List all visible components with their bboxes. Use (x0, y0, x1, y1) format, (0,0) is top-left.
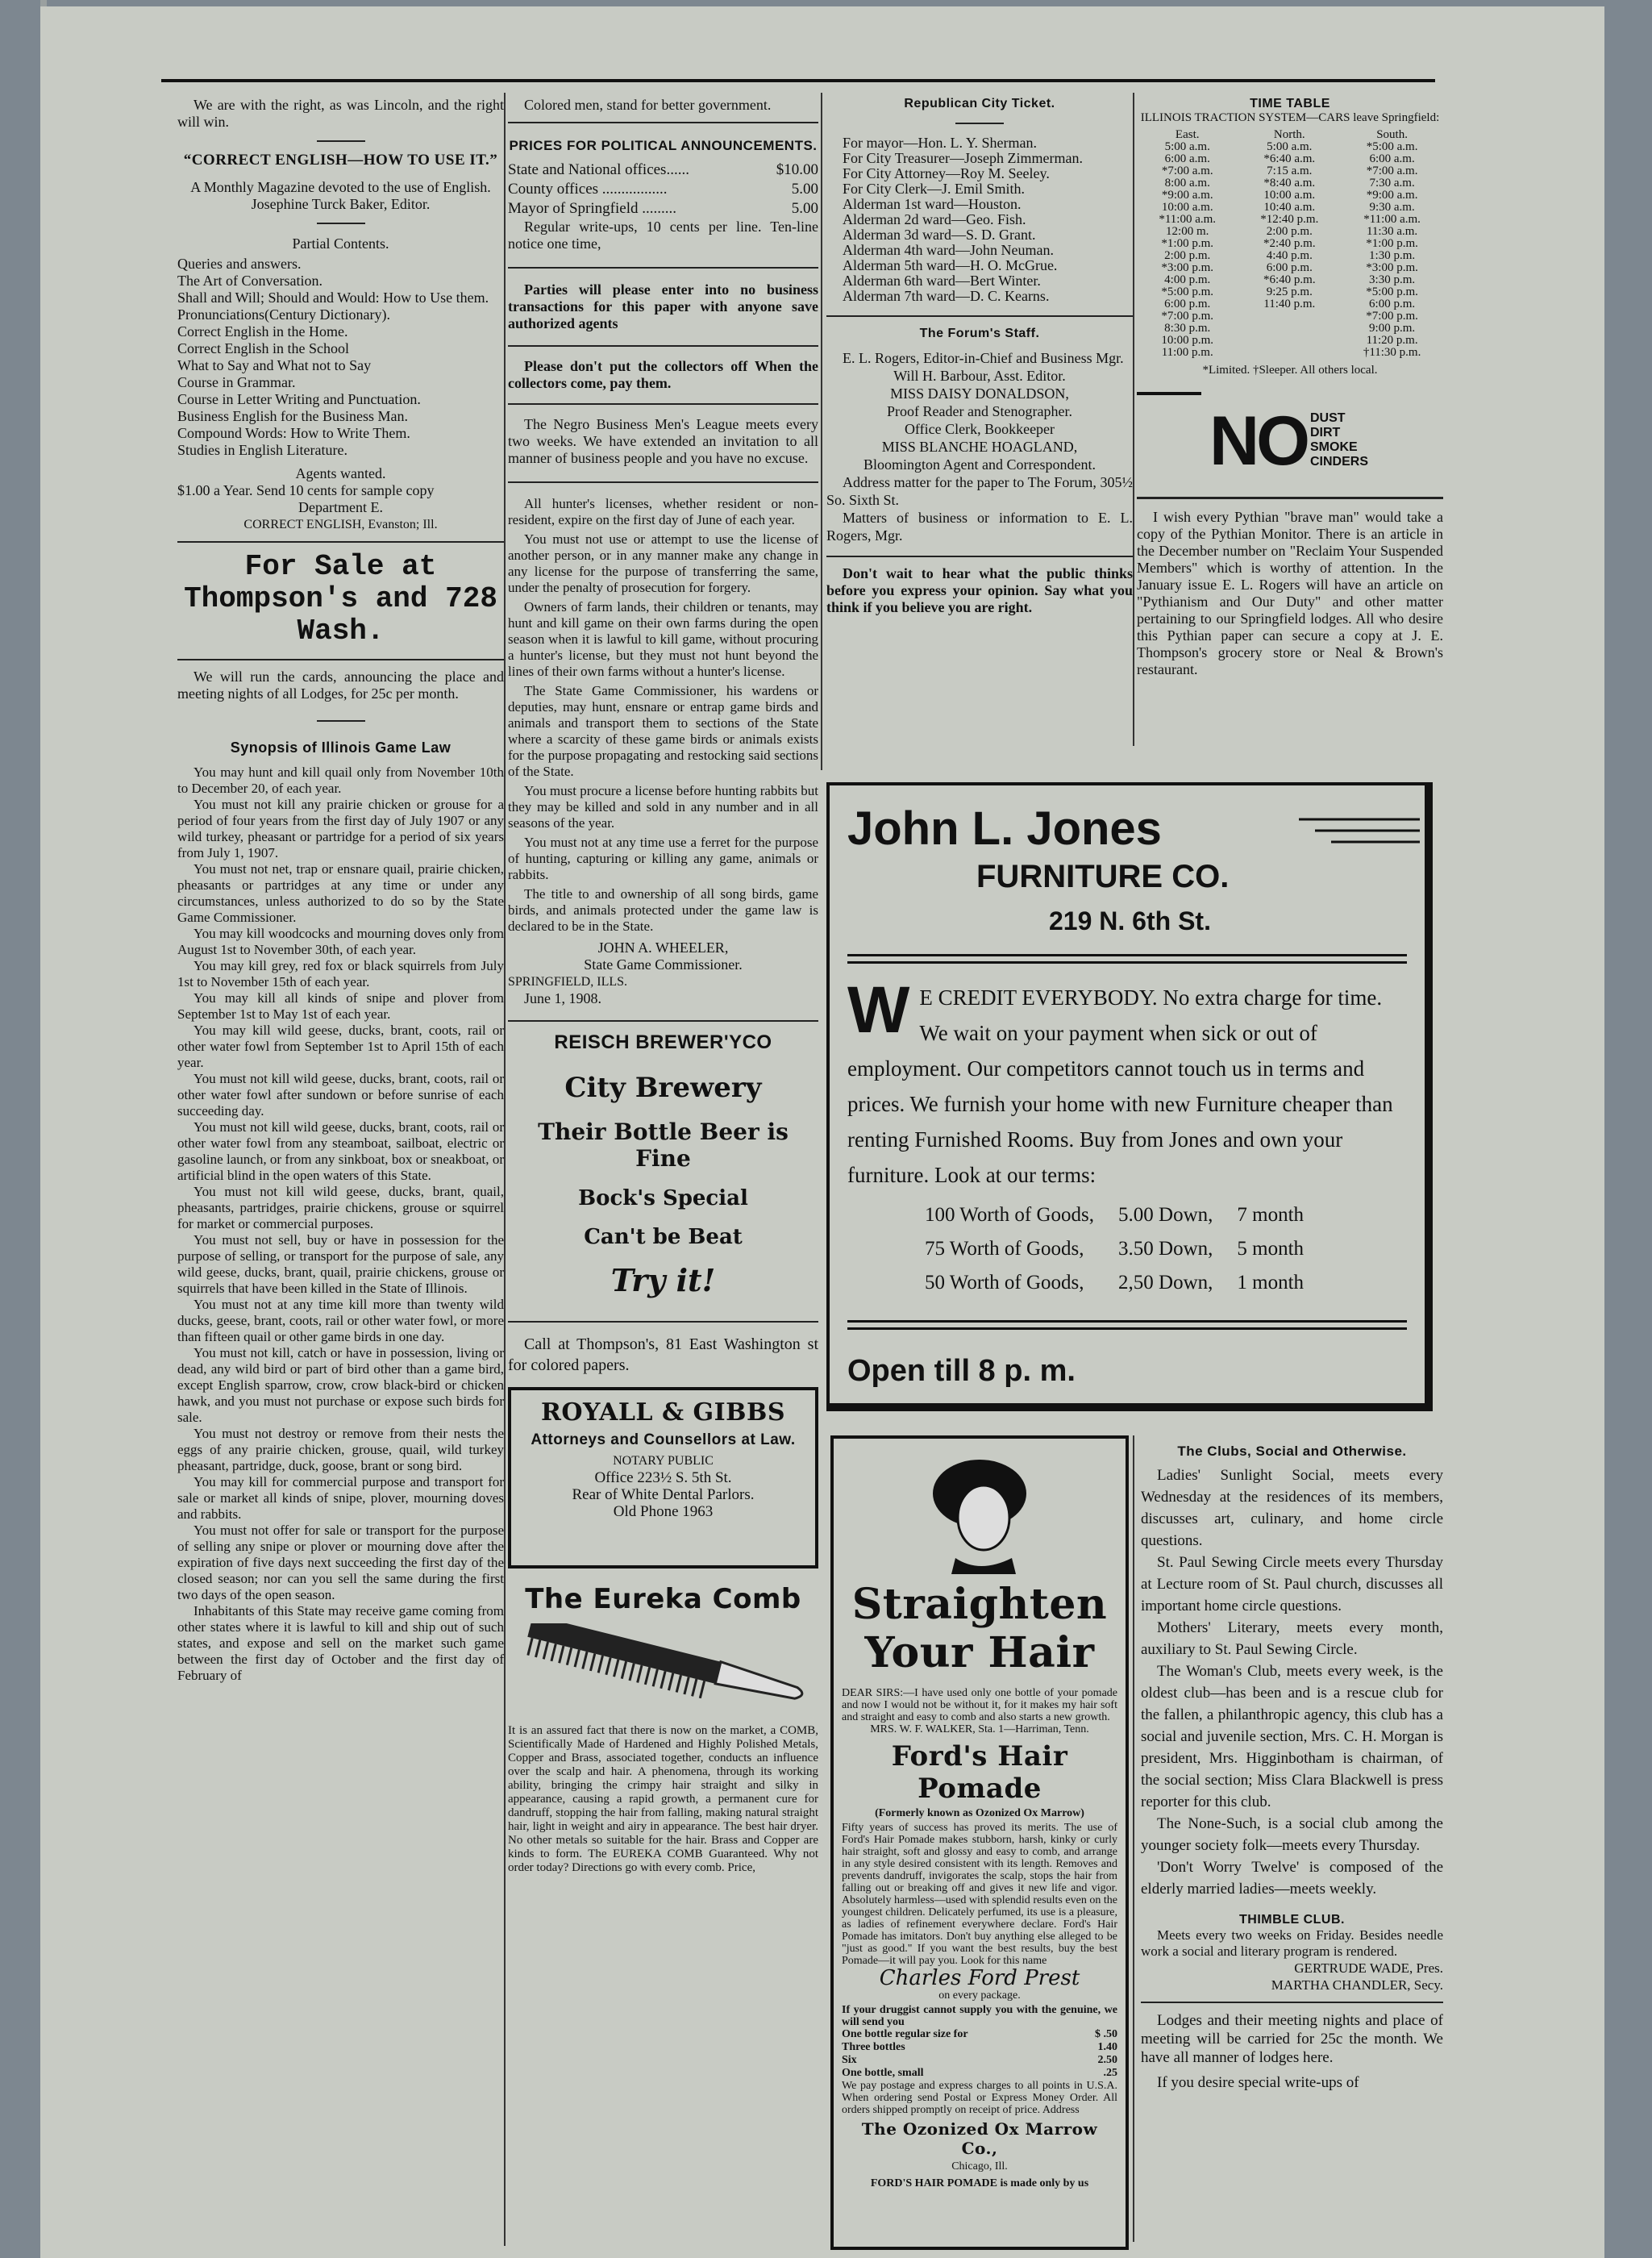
no-big: NO (1209, 402, 1307, 480)
subscription-price: $1.00 a Year. Send 10 cents for sample copy (177, 482, 435, 498)
eureka-title: The Eureka Comb (525, 1583, 801, 1615)
timetable-row (1137, 214, 1443, 226)
timetable-cell: *1:00 p.m. (1161, 237, 1213, 250)
terms-row (913, 1233, 1315, 1265)
game-law-paragraph: You must not use or attempt to use the license of another person, or in any manner make any change in any license for the purpose of transferring the same, under the penalty of prosecution for forgery. (508, 531, 818, 595)
timetable-cell: 6:00 a.m. (1164, 152, 1210, 165)
ford-price-value: .25 (1103, 2067, 1117, 2079)
thimble-pres: GERTRUDE WADE, Pres. (1294, 1960, 1443, 1976)
thimble-text: Meets every two weeks on Friday. Besides needle work a social and literary program is rendered. (1141, 1927, 1443, 1959)
column-divider (1133, 1435, 1134, 2242)
jones-furniture-ad (826, 782, 1433, 1411)
contents-item: Correct English in the Home. (177, 323, 348, 340)
ce-address: CORRECT ENGLISH, Evanston; Ill. (243, 518, 438, 531)
timetable-cell: 11:30 a.m. (1366, 225, 1418, 238)
ford-price-row (842, 2041, 1117, 2054)
column-divider (821, 93, 822, 770)
price-value: 5.00 (791, 181, 818, 198)
timetable-cell: 8:30 p.m. (1164, 322, 1211, 335)
terms-row (913, 1267, 1315, 1299)
royall-title: ROYALL & GIBBS (540, 1398, 786, 1427)
staff-item: Address matter for the paper to The Forum, 305½ So. Sixth St. (826, 474, 1133, 508)
timetable-cell: *9:00 a.m. (1161, 189, 1213, 202)
staff-item: MISS BLANCHE HOAGLAND, (881, 439, 1078, 455)
date: June 1, 1908. (524, 990, 601, 1006)
timetable-cell: 5:00 a.m. (1164, 140, 1210, 153)
contents-item: Shall and Will; Should and Would: How to Use them. (177, 290, 489, 306)
timetable-cell: *8:40 a.m. (1263, 177, 1316, 190)
game-law-paragraph: You must not kill, catch or have in possession, living or dead, any wild bird or part of bird other than a game bird, except English sparrow, crow, crow black-bird or chicken hawk, and you must not purchase or expose such birds for sale. (177, 1345, 504, 1425)
timetable-title: TIME TABLE (1250, 97, 1330, 110)
timetable-cell: *3:00 p.m. (1366, 261, 1418, 274)
ford-price-row (842, 2054, 1117, 2067)
prices-title: PRICES FOR POLITICAL ANNOUNCEMENTS. (509, 138, 818, 153)
staff-title: The Forum's Staff. (919, 327, 1040, 340)
royall-office: Office 223½ S. 5th St. (594, 1469, 732, 1486)
timetable-row (1137, 310, 1443, 323)
timetable-cell: 4:00 p.m. (1164, 273, 1211, 286)
column-divider (504, 93, 506, 2246)
timetable-row (1137, 165, 1443, 177)
ford-price-label: Three bottles (842, 2041, 905, 2053)
royall-phone: Old Phone 1963 (613, 1503, 714, 1520)
jones-address: 219 N. 6th St. (1049, 906, 1211, 935)
ticket-item: For City Clerk—J. Emil Smith. (843, 181, 1026, 197)
ticket-item: Alderman 2d ward—Geo. Fish. (843, 211, 1026, 227)
divider (847, 1327, 1407, 1330)
timetable-cell: *5:00 a.m. (1366, 140, 1418, 153)
timetable-cell: 6:00 p.m. (1164, 298, 1211, 310)
ford-price-value: 1.40 (1097, 2041, 1117, 2053)
ticket-item: Alderman 5th ward—H. O. McGrue. (843, 257, 1058, 273)
woman-portrait-icon (923, 1453, 1036, 1574)
column-1 (177, 97, 504, 2250)
column-divider (1133, 93, 1134, 746)
terms-cell: 3.50 Down, (1118, 1238, 1213, 1260)
contents-item: Business English for the Business Man. (177, 408, 408, 424)
staff-item: Will H. Barbour, Asst. Editor. (893, 368, 1066, 384)
timetable-header: East. (1175, 128, 1200, 141)
decorative-lines-icon (1299, 813, 1420, 853)
club-item: Ladies' Sunlight Social, meets every Wednesday at the residences of its members, discusses art, culinary, and home circle questions. (1141, 1467, 1443, 1549)
divider (847, 961, 1407, 964)
timetable-cell (1238, 347, 1341, 359)
divider (847, 1320, 1407, 1323)
timetable-cell: 9:30 a.m. (1369, 201, 1415, 214)
club-item: Mothers' Literary, meets every month, auxiliary to St. Paul Sewing Circle. (1141, 1619, 1443, 1658)
divider (1137, 497, 1443, 499)
price-row (508, 160, 818, 180)
ford-price-value: $ .50 (1095, 2028, 1117, 2040)
parties-notice: Parties will please enter into no business transactions for this paper with anyone save authorized agents (508, 281, 818, 331)
department: Department E. (298, 499, 383, 515)
correct-english-editor: Josephine Turck Baker, Editor. (251, 196, 431, 212)
ford-pomade-ad (830, 1435, 1129, 2250)
timetable-cell: *12:40 p.m. (1260, 213, 1319, 226)
divider (508, 1321, 818, 1323)
timetable-cell: *2:40 p.m. (1263, 237, 1316, 250)
contents-heading: Partial Contents. (292, 235, 389, 252)
timetable-row (1137, 153, 1443, 165)
contents-item: What to Say and What not to Say (177, 357, 372, 373)
divider (317, 223, 365, 224)
jones-body-text: E CREDIT EVERYBODY. No extra charge for time. We wait on your payment when sick or out of employment. Our competitors cannot touch us in terms and prices. We furnish your home with new Furniture cheaper than renting Furnished Rooms. Buy from Jones and own your furniture. Look at our terms: (847, 985, 1393, 1187)
hair-title: Straighten Your Hair (851, 1580, 1108, 1677)
timetable-cell: 11:20 p.m. (1366, 334, 1418, 347)
timetable-cell: 10:00 a.m. (1161, 201, 1213, 214)
correct-english-desc: A Monthly Magazine devoted to the use of English. (190, 179, 491, 195)
eureka-comb-illustration (508, 1623, 818, 1716)
clubs-title: The Clubs, Social and Otherwise. (1177, 1444, 1407, 1459)
game-law-title: Synopsis of Illinois Game Law (230, 739, 451, 756)
signer-title: State Game Commissioner. (584, 956, 743, 973)
no-item: DIRT (1310, 426, 1341, 440)
pythian-notice: I wish every Pythian "brave man" would take a copy of the Pythian Monitor. There is an article in the December number on "Reclaim Your Suspended Members" which is worthy of attention. In the January issue E. L. Rogers will have an article on "Pythianism and Our Duty" and other matter pertaining to our Springfield lodges. All who desire this Pythian paper can secure a copy at J. E. Thompson's grocery store or Neal & Brown's restaurant. (1137, 509, 1443, 677)
timetable-cell: 6:00 p.m. (1266, 261, 1313, 274)
price-value: 5.00 (791, 200, 818, 217)
timetable-cell: *5:00 p.m. (1366, 285, 1418, 298)
timetable-cell: 8:00 a.m. (1164, 177, 1210, 190)
timetable-cell: 7:15 a.m. (1267, 165, 1313, 177)
timetable-row (1137, 335, 1443, 347)
game-law-paragraph: You must not at any time use a ferret for the purpose of hunting, capturing or killing any game, animals or rabbits. (508, 835, 818, 882)
timetable-cell: *1:00 p.m. (1366, 237, 1418, 250)
timetable-cell (1238, 310, 1341, 323)
timetable-cell: 5:00 a.m. (1267, 140, 1313, 153)
game-law-paragraph: You must not at any time kill more than twenty wild ducks, geese, brant, coots, rail or other water fowl, or more than fifteen quail or other game birds in one day. (177, 1297, 504, 1344)
timetable-row (1137, 274, 1443, 286)
timetable-row (1137, 190, 1443, 202)
timetable-cell: 12:00 m. (1166, 225, 1209, 238)
collectors-notice: Please don't put the collectors off When the collectors come, pay them. (508, 358, 818, 391)
timetable-cell: 11:00 p.m. (1161, 346, 1213, 359)
thimble-secy: MARTHA CHANDLER, Secy. (1271, 1977, 1443, 1993)
royall-notary: NOTARY PUBLIC (613, 1454, 714, 1468)
price-row (508, 180, 818, 199)
game-law-paragraph: You may kill for commercial purpose and transport for sale or market all kinds of snipe, plover, mourning doves and rabbits. (177, 1474, 504, 1522)
game-law-paragraph: You must not kill wild geese, ducks, brant, coots, rail or other water fowl after sundown or before sunrise of each succeeding day. (177, 1071, 504, 1119)
game-law-paragraph: You must procure a license before hunting rabbits but they may be killed and sold in any number and in all seasons of the year. (508, 783, 818, 831)
royall-rear: Rear of White Dental Parlors. (572, 1486, 755, 1503)
ticket-item: Alderman 6th ward—Bert Winter. (843, 273, 1041, 289)
club-item: The None-Such, is a social club among the younger society folk—meets every Thursday. (1141, 1815, 1443, 1854)
club-item: The Woman's Club, meets every week, is the oldest club—has been and is a rescue club for the fallen, a philanthropic agency, this club has a social and juvenile section, Mrs. C. H. Morgan is president, Mrs. Higginbotham is chairman, of the social section; Miss Clara Blackwell is press reporter for this club. (1141, 1663, 1443, 1810)
timetable-row (1137, 250, 1443, 262)
ford-druggist: If your druggist cannot supply you with the genuine, we will send you (842, 2004, 1117, 2028)
ford-prices (842, 2028, 1117, 2080)
terms-cell: 5 month (1237, 1238, 1305, 1260)
timetable-subtitle: ILLINOIS TRACTION SYSTEM—CARS leave Springfield: (1140, 111, 1440, 124)
ford-addr: Chicago, Ill. (951, 2160, 1008, 2173)
reisch-line: Bock's Special (578, 1186, 748, 1210)
reisch-brewery-ad (508, 1031, 818, 1298)
hair-testimonial-signature: MRS. W. F. WALKER, Sta. 1—Harriman, Tenn. (870, 1723, 1089, 1735)
ticket-item: For mayor—Hon. L. Y. Sherman. (843, 135, 1037, 151)
staff-item: Matters of business or information to E. L. Rogers, Mgr. (826, 510, 1133, 544)
jones-dropcap: W (847, 973, 910, 1047)
staff-item: Bloomington Agent and Correspondent. (863, 456, 1096, 473)
terms-cell: 2,50 Down, (1118, 1272, 1213, 1294)
no-dust-ad (1137, 400, 1443, 489)
timetable-row (1137, 347, 1443, 359)
ford-price-label: One bottle regular size for (842, 2028, 968, 2040)
eureka-text: It is an assured fact that there is now on the market, a COMB, Scientifically Made of Hardened and Highly Polished Metals, Copper and Brass, associated together, conducts an influence over the scalp and hair. A phenomena, through its working ability, bringing the crimpy hair straight and silky in appearance, causing a rapid growth, a permanent cure for dandruff, stopping the hair from falling, making natural straight hair, light in weight and airy in appearance. The best hair dryer. No other metals so suitable for the hair. Brass and Copper are kinds to form. The EUREKA COMB Guaranteed. Why not order today? Directions go with every comb. Price, (508, 1724, 818, 1874)
ford-company: The Ozonized Ox Marrow Co., (861, 2119, 1098, 2158)
game-law-paragraph: You may kill woodcocks and mourning doves only from August 1st to November 30th, of each year. (177, 926, 504, 957)
lodges-notice: Lodges and their meeting nights and place of meeting will be carried for 25c the month. We have all manner of lodges here. (1141, 2012, 1443, 2066)
game-law-paragraph: Inhabitants of this State may receive game coming from other states where it is lawful to kill and ship out of such states, and expose and sell on the market such game between the first day of October and the first day of February of (177, 1603, 504, 1683)
contents-item: Queries and answers. (177, 256, 302, 272)
reisch-line: Can't be Beat (584, 1225, 743, 1249)
game-law-paragraph: You may kill wild geese, ducks, brant, coots, rail or other water fowl from September 1st to April 15th of each year. (177, 1023, 504, 1070)
divider (317, 720, 365, 722)
timetable (1137, 129, 1443, 359)
staff-item: Proof Reader and Stenographer. (887, 403, 1072, 419)
ford-title: Ford's Hair Pomade (891, 1740, 1068, 1805)
game-law-paragraph: You must not sell, buy or have in possession for the purpose of selling, or transport for the purpose of sale, any wild geese, ducks, brant, quail, prairie chickens, grouse or squirrels that have been killed in the State of Illinois. (177, 1232, 504, 1296)
timetable-cell (1238, 323, 1341, 335)
timetable-row (1137, 226, 1443, 238)
place: SPRINGFIELD, ILLS. (508, 975, 628, 989)
divider (508, 481, 818, 483)
staff-list (826, 349, 1133, 544)
timetable-cell: 10:40 a.m. (1263, 201, 1316, 214)
staff-item: MISS DAISY DONALDSON, (890, 385, 1069, 402)
timetable-cell: 6:00 a.m. (1369, 152, 1415, 165)
jones-terms (912, 1198, 1317, 1301)
clubs-list (1141, 1464, 1443, 1900)
contents-item: Studies in English Literature. (177, 442, 347, 458)
royall-sub: Attorneys and Counsellors at Law. (531, 1431, 796, 1448)
game-law-paragraph: You must not kill any prairie chicken or grouse for a period of four years from the first day of July 1907 or any wild turkey, pheasant or partridge for a period of six years from July 1, 1907. (177, 797, 504, 860)
contents-item: Correct English in the School (177, 340, 349, 356)
timetable-row (1137, 298, 1443, 310)
game-law-paragraph: The State Game Commissioner, his wardens or deputies, may hunt, ensnare or entrap game birds and animals and transport them to sections of the State where a scarcity of these game birds or animals exists for the purpose propagating and restocking said sections of the State. (508, 683, 818, 779)
timetable-note: *Limited. †Sleeper. All others local. (1202, 364, 1378, 377)
timetable-row (1137, 177, 1443, 190)
price-value: $10.00 (776, 161, 818, 178)
game-law-paragraph: You may kill all kinds of snipe and plover from September 1st to May 1st of each year. (177, 990, 504, 1022)
terms-row (913, 1199, 1315, 1231)
ticket-item: Alderman 1st ward—Houston. (843, 196, 1022, 212)
thompson-notice: Call at Thompson's, 81 East Washington st for colored papers. (508, 1335, 818, 1374)
timetable-row (1137, 262, 1443, 274)
game-law-paragraph: You may hunt and kill quail only from November 10th to December 20, of each year. (177, 764, 504, 796)
dont-wait-notice: Don't wait to hear what the public thinks before you express your opinion. Say what you think if you believe you are right. (826, 565, 1133, 615)
timetable-cell: 2:00 p.m. (1266, 225, 1313, 238)
timetable-cell: *7:00 a.m. (1366, 165, 1418, 177)
contents-item: Compound Words: How to Write Them. (177, 425, 410, 441)
timetable-cell: 10:00 a.m. (1263, 189, 1316, 202)
column-2 (508, 97, 818, 2250)
top-rule (161, 79, 1435, 82)
ford-footer: FORD'S HAIR POMADE is made only by us (870, 2177, 1089, 2189)
game-law-paragraph: All hunter's licenses, whether resident or non-resident, expire on the first day of June of each year. (508, 496, 818, 527)
timetable-cell: 9:00 p.m. (1369, 322, 1416, 335)
contents-item: Course in Grammar. (177, 374, 296, 390)
reisch-title: REISCH BREWER'YCO (554, 1031, 772, 1053)
timetable-cell: *7:00 p.m. (1366, 310, 1418, 323)
divider (177, 541, 504, 543)
game-law-paragraph: You may kill grey, red fox or black squirrels from July 1st to November 15th of each year. (177, 958, 504, 989)
game-law-paragraph: You must not kill wild geese, ducks, brant, quail, pheasants, partridges, prairie chickens, grouse or squirrel for market or commercial purposes. (177, 1184, 504, 1231)
divider (508, 1020, 818, 1022)
intro-text: We are with the right, as was Lincoln, and the right will win. (177, 97, 504, 130)
correct-english-title: “CORRECT ENGLISH—HOW TO USE IT.” (183, 152, 498, 169)
terms-cell: 75 Worth of Goods, (925, 1238, 1084, 1260)
divider (955, 123, 1004, 124)
prices-list (508, 160, 818, 219)
reisch-line: Try it! (610, 1262, 716, 1298)
ford-formerly: (Formerly known as Ozonized Ox Marrow) (875, 1807, 1084, 1819)
price-row (508, 199, 818, 219)
timetable-cell: *9:00 a.m. (1366, 189, 1418, 202)
no-items (1310, 411, 1368, 469)
timetable-cell: *11:00 a.m. (1363, 213, 1421, 226)
jones-open: Open till 8 p. m. (847, 1354, 1076, 1388)
jones-title: John L. Jones (847, 802, 1162, 855)
ford-package: on every package. (938, 1989, 1021, 2002)
timetable-cell: 9:25 p.m. (1266, 285, 1313, 298)
for-sale-notice: For Sale at Thompson's and 728 Wash. (184, 550, 497, 648)
divider (508, 403, 818, 405)
lodge-cards-notice: We will run the cards, announcing the place and meeting nights of all Lodges, for 25c per month. (177, 669, 504, 702)
ford-price-value: 2.50 (1097, 2054, 1117, 2066)
reisch-line: Their Bottle Beer is Fine (538, 1119, 789, 1172)
timetable-cell: 1:30 p.m. (1369, 249, 1416, 262)
timetable-cell: *5:00 p.m. (1161, 285, 1213, 298)
game-law-paragraph: The title to and ownership of all song birds, game birds, and animals protected under the game law is declared to be in the State. (508, 886, 818, 934)
ticket-title: Republican City Ticket. (904, 97, 1055, 110)
club-item: 'Don't Worry Twelve' is composed of the elderly married ladies—meets weekly. (1141, 1859, 1443, 1898)
writeups-price: Regular write-ups, 10 cents per line. Ten-line notice one time, (508, 219, 818, 252)
ford-signature: Charles Ford Prest (879, 1966, 1080, 1990)
divider (177, 659, 504, 660)
ticket-item: Alderman 3d ward—S. D. Grant. (843, 227, 1036, 243)
ford-price-row (842, 2028, 1117, 2041)
timetable-cell: 3:30 p.m. (1369, 273, 1416, 286)
no-item: DUST (1310, 411, 1346, 425)
writeups-notice: If you desire special write-ups of (1157, 2074, 1359, 2091)
timetable-cell: 10:00 p.m. (1161, 334, 1213, 347)
divider (508, 267, 818, 269)
ford-text: Fifty years of success has proved its merits. The use of Ford's Hair Pomade makes stubborn, harsh, kinky or curly hair straight, soft and glossy and easy to comb, and arrange in any style desired consistent with its length. Removes and prevents dandruff, invigorates the scalp, stops the hair from falling out or breaking off and gives it new life and vigor. Absolutely harmless—used with splendid results even on the youngest children. Delicately perfumed, its use is a pleasure, as ladies of refinement everywhere declare. Ford's Hair Pomade has imitators. Don't buy anything else alleged to be "just as good." If you want the best results, buy the best Pomade—it will pay you. Look for this name (842, 1822, 1117, 1967)
divider (508, 122, 818, 123)
jones-subtitle: FURNITURE CO. (976, 859, 1230, 894)
timetable-row (1137, 202, 1443, 214)
ticket-item: Alderman 7th ward—D. C. Kearns. (843, 288, 1050, 304)
no-item: SMOKE (1310, 440, 1358, 454)
ticket-item: For City Attorney—Roy M. Seeley. (843, 165, 1050, 181)
timetable-cell (1238, 335, 1341, 347)
contents-item: The Art of Conversation. (177, 273, 322, 289)
hair-letter: DEAR SIRS:—I have used only one bottle of your pomade and now I would not be without it, for it makes my hair soft and straight and easy to comb and also starts a new growth. (842, 1687, 1117, 1723)
game-law-paragraph: Owners of farm lands, their children or tenants, may hunt and kill game on their own farms during the open season when it is lawful to kill game, without procuring a hunter's license, but they must not hunt beyond the lines of their own farms without a hunter's license. (508, 599, 818, 679)
game-law-paragraph: You must not kill wild geese, ducks, brant, coots, rail or other water fowl from any steamboat, sailboat, electric or gasoline launch, or from any sinkboat, box or sneakboat, or artificial blind in the open waters of this State. (177, 1119, 504, 1183)
contents-item: Course in Letter Writing and Punctuation. (177, 391, 421, 407)
timetable-cell: *7:00 p.m. (1161, 310, 1213, 323)
ford-price-row (842, 2067, 1117, 2080)
royall-gibbs-ad (508, 1387, 818, 1569)
price-label: County offices ................. (508, 181, 668, 198)
price-label: Mayor of Springfield ......... (508, 200, 676, 217)
ford-pay: We pay postage and express charges to all points in U.S.A. When ordering send Postal or Express Money Order. All orders shipped promptly on receipt of price. Address (842, 2080, 1117, 2116)
ticket-list (826, 135, 1133, 304)
timetable-cell: *6:40 a.m. (1263, 152, 1316, 165)
timetable-cell: 4:40 p.m. (1266, 249, 1313, 262)
contents-list (177, 256, 504, 459)
timetable-cell: 7:30 a.m. (1369, 177, 1415, 190)
terms-cell: 5.00 Down, (1118, 1204, 1213, 1226)
divider (1137, 392, 1201, 395)
club-item: St. Paul Sewing Circle meets every Thursday at Lecture room of St. Paul church, discusses all important home circle questions. (1141, 1554, 1443, 1614)
ticket-item: Alderman 4th ward—John Neuman. (843, 242, 1054, 258)
price-label: State and National offices...... (508, 161, 689, 178)
timetable-cell: 2:00 p.m. (1164, 249, 1211, 262)
timetable-row (1137, 238, 1443, 250)
divider (826, 315, 1133, 317)
reisch-line: City Brewery (564, 1072, 762, 1104)
divider (317, 140, 365, 142)
divider (1141, 2002, 1443, 2003)
ticket-item: For City Treasurer—Joseph Zimmerman. (843, 150, 1083, 166)
ford-price-label: One bottle, small (842, 2067, 924, 2079)
ford-price-label: Six (842, 2054, 857, 2066)
terms-cell: 100 Worth of Goods, (925, 1204, 1095, 1226)
timetable-cell: 6:00 p.m. (1369, 298, 1416, 310)
timetable-cell: *11:00 a.m. (1159, 213, 1217, 226)
staff-item: Office Clerk, Bookkeeper (904, 421, 1055, 437)
contents-item: Pronunciations(Century Dictionary). (177, 306, 390, 323)
terms-cell: 50 Worth of Goods, (925, 1272, 1084, 1294)
divider (826, 556, 1133, 557)
game-law-paragraph: You must not destroy or remove from their nests the eggs of any prairie chicken, grouse, quail, wild turkey pheasant, partridge, duck, goose, brant or song bird. (177, 1426, 504, 1473)
timetable-cell: 11:40 p.m. (1263, 298, 1316, 310)
signer: JOHN A. WHEELER, (597, 939, 729, 956)
timetable-header: South. (1376, 128, 1408, 141)
timetable-row (1137, 286, 1443, 298)
game-law-paragraph: You must not net, trap or ensnare quail, prairie chicken, pheasants or partridges at any time or under any circumstances, unless authorized to do so by the State Game Commissioner. (177, 861, 504, 925)
divider (508, 345, 818, 347)
colored-men-text: Colored men, stand for better government. (524, 97, 772, 113)
agents-wanted: Agents wanted. (295, 465, 386, 481)
timetable-row (1137, 323, 1443, 335)
timetable-row (1137, 141, 1443, 153)
comb-icon (508, 1623, 818, 1712)
timetable-header: North. (1273, 128, 1305, 141)
timetable-cell: *3:00 p.m. (1161, 261, 1213, 274)
timetable-cell: †11:30 p.m. (1363, 346, 1421, 359)
divider (847, 954, 1407, 956)
staff-item: E. L. Rogers, Editor-in-Chief and Business Mgr. (843, 350, 1124, 366)
negro-league-notice: The Negro Business Men's League meets every two weeks. We have extended an invitation to all manner of business people and you have no excuse. (508, 416, 818, 466)
no-item: CINDERS (1310, 455, 1369, 469)
game-law-continued (508, 496, 818, 935)
game-law-paragraph: You must not offer for sale or transport for the purpose of selling any snipe or plover or mourning dove after the expiration of five days next succeeding the first day of the closed season; nor can you sell the same during the first two days of the open season. (177, 1523, 504, 1602)
terms-cell: 7 month (1237, 1204, 1305, 1226)
timetable-cell: *7:00 a.m. (1161, 165, 1213, 177)
timetable-cell: *6:40 p.m. (1263, 273, 1316, 286)
terms-cell: 1 month (1237, 1272, 1305, 1294)
clubs-section (1141, 1444, 1443, 2250)
jones-body (847, 973, 1407, 1193)
timetable-header-row (1137, 129, 1443, 141)
game-law-paragraphs (177, 764, 504, 1684)
thimble-title: THIMBLE CLUB. (1239, 1913, 1345, 1927)
